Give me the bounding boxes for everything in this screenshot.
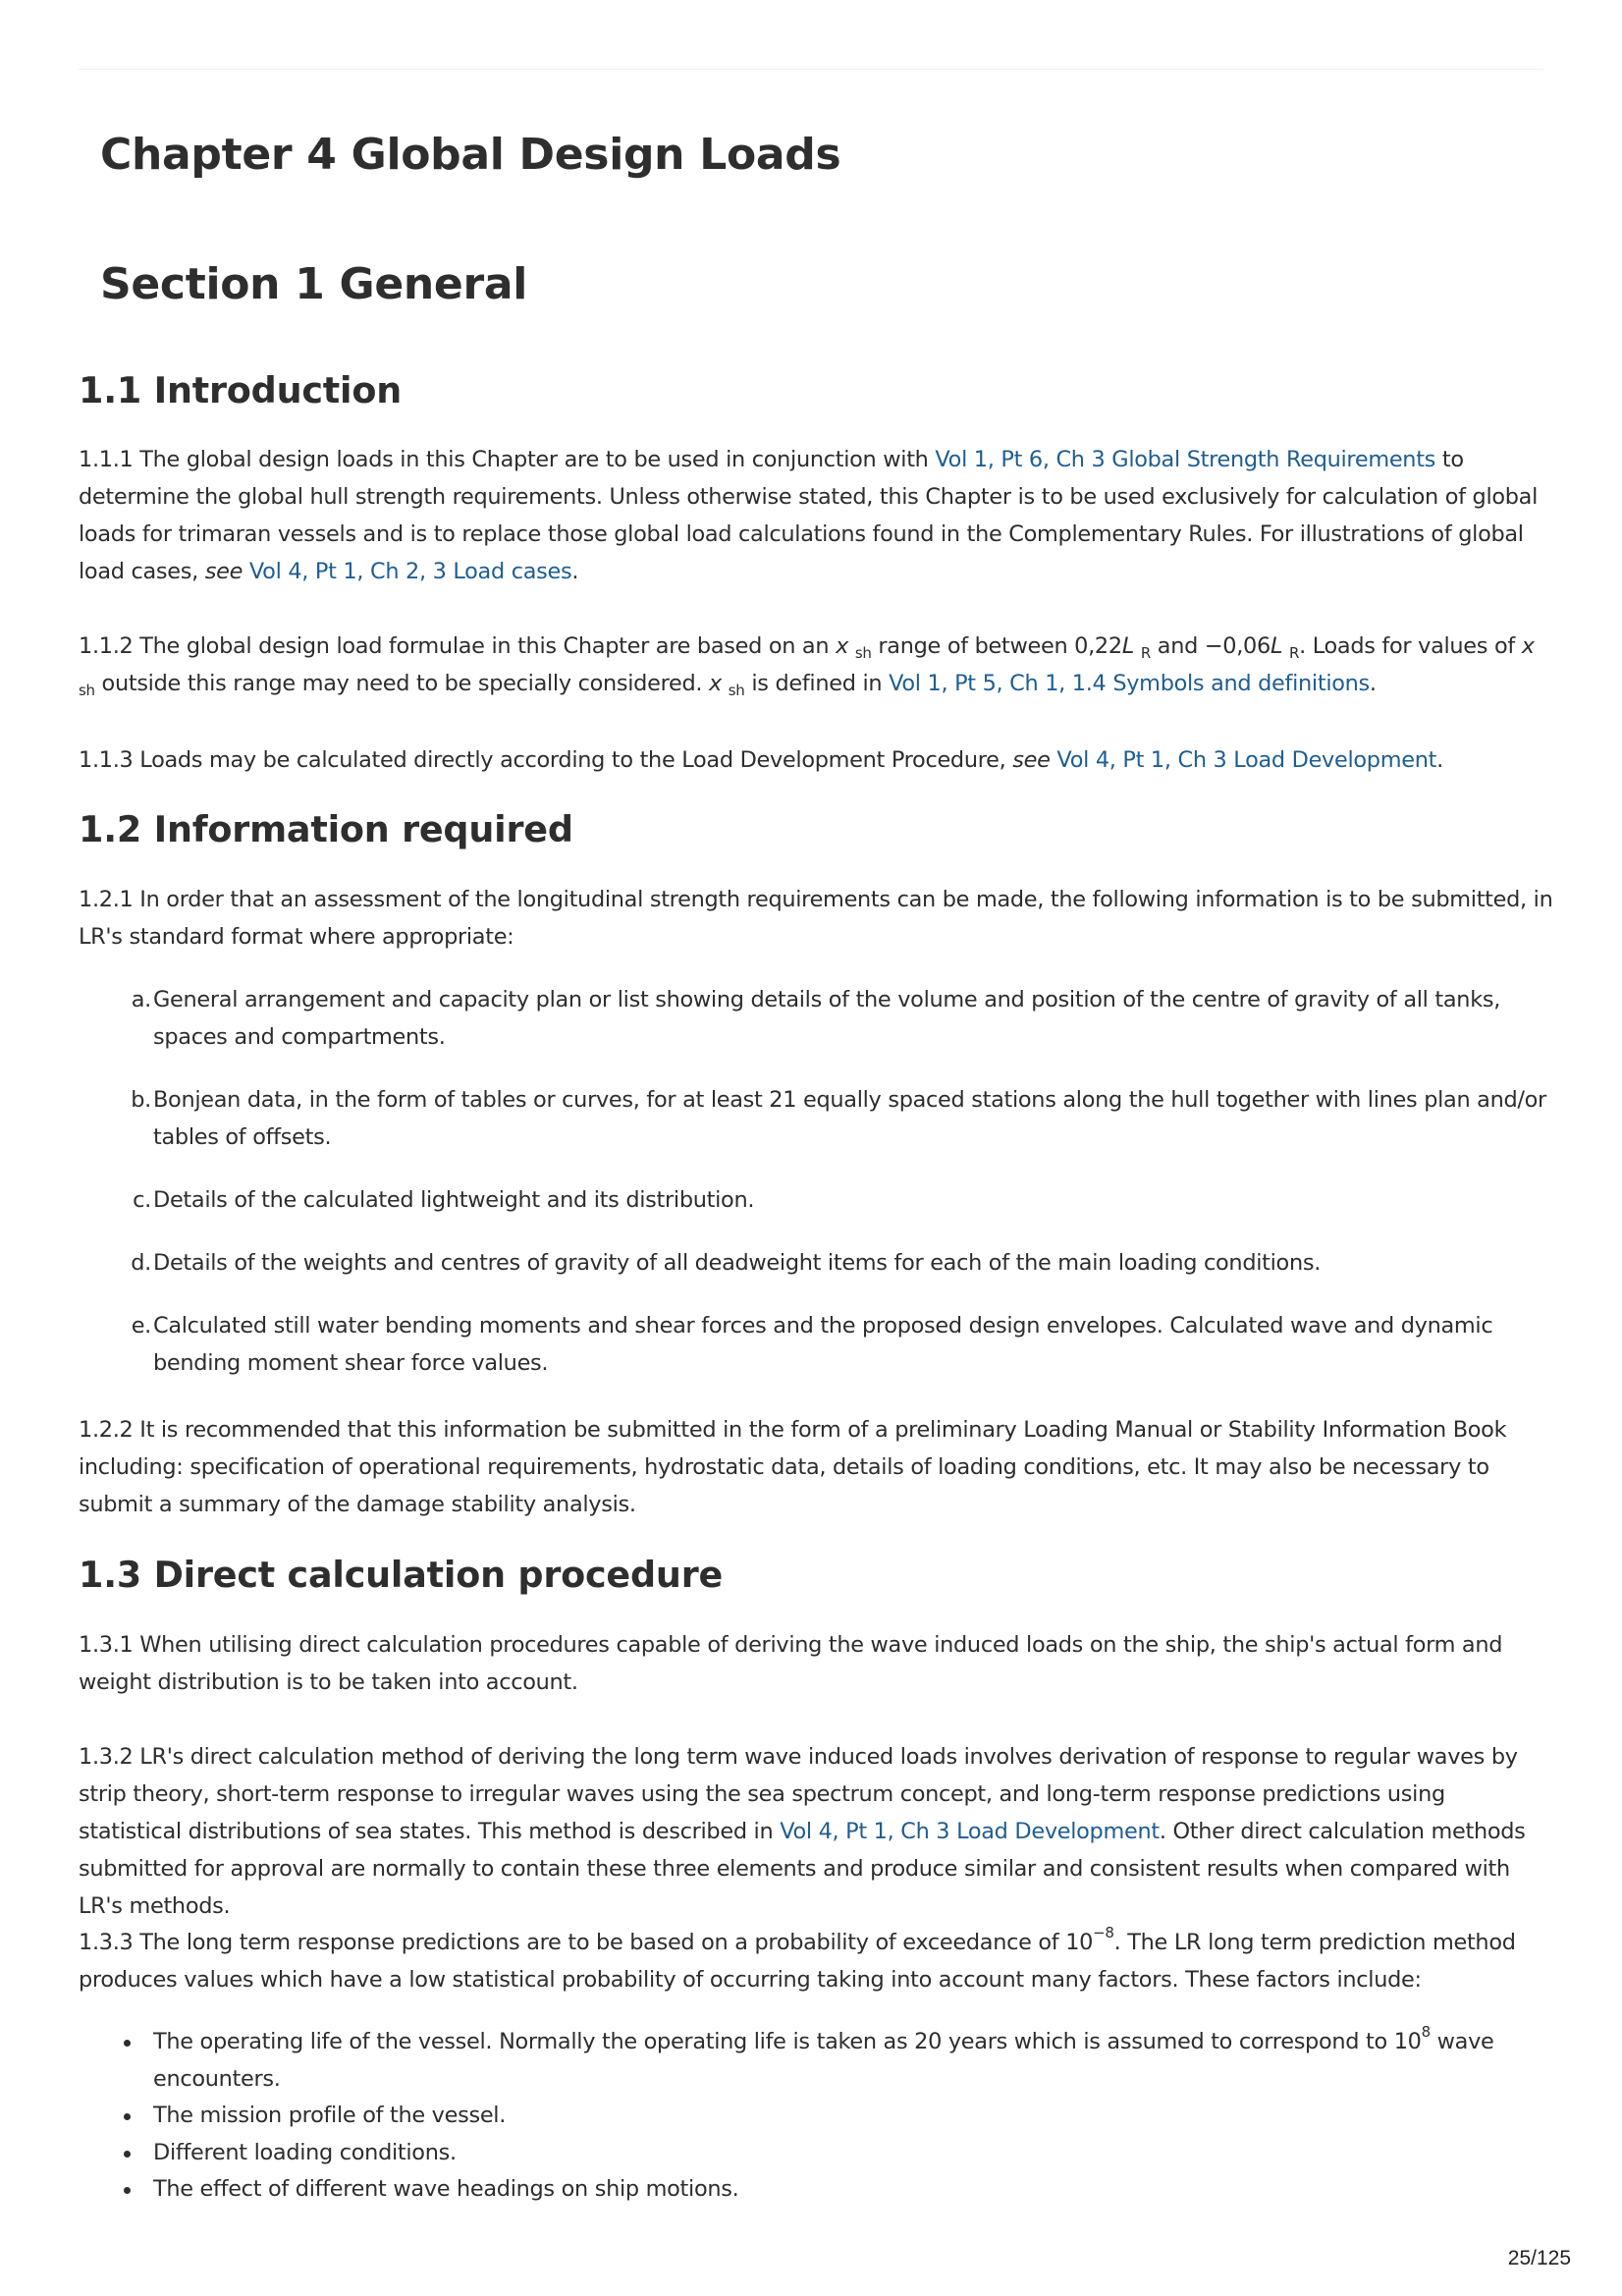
link-vol1-pt5-ch1-1-4[interactable]: Vol 1, Pt 5, Ch 1, 1.4 Symbols and definitions [889, 671, 1370, 696]
chapter-title: Chapter 4 Global Design Loads [100, 130, 841, 180]
section-title: Section 1 General [100, 259, 528, 309]
link-vol4-pt1-ch3[interactable]: Vol 4, Pt 1, Ch 3 Load Development [1056, 747, 1437, 773]
list-item: Different loading conditions. [79, 2135, 1553, 2172]
list-item: b. Bonjean data, in the form of tables or curves, for at least 21 equally spaced stations along the hull together with lines plan and/or tables of offsets. [131, 1087, 1546, 1150]
requirements-list [79, 981, 1553, 1407]
list-item: The operating life of the vessel. Normally the operating life is taken as 20 years which is assumed to correspond to $10^8$ wave encounters. [79, 2024, 1553, 2098]
factors-list [79, 2024, 1553, 2209]
para-1-2-2: 1.2.2 It is recommended that this information be submitted in the form of a preliminary Loading Manual or Stability Information Book including: specification of operational requirements, hydrostatic data, details of loading conditions, etc. It may also be necessary to submit a summary of the damage stability analysis. [79, 1417, 1507, 1517]
page-number: 25/125 [1507, 2247, 1571, 2269]
list-item: a. General arrangement and capacity plan or list showing details of the volume and position of the centre of gravity of all tanks, spaces and compartments. [131, 987, 1501, 1050]
para-1-3-3: 1.3.3 The long term response predictions are to be based on a probability of exceedance of $10^{-8}$. The LR long term prediction method produces values which have a low statistical probability of occurring taking into account many factors. These factors include: [79, 1924, 1516, 1993]
bullet-icon [124, 2151, 131, 2158]
list-item: The effect of different wave headings on ship motions. [79, 2171, 1553, 2209]
list-item: e. Calculated still water bending moments and shear forces and the proposed design envelopes. Calculated wave and dynamic bending moment shear force values. [131, 1313, 1493, 1376]
para-1-1-2: 1.1.2 The global design load formulae in this Chapter are based on an x $_{sh}$ range of between 0,22L $_R$ and −0,06L $_R$. Loads for values of x $_{sh}$ outside this range may need to be specially considered. x $_{sh}$ is defined in Vol 1, Pt 5, Ch 1, 1.4 Symbols and definitions. [79, 633, 1535, 699]
heading-1-2: 1.2 Information required [79, 808, 573, 850]
para-1-1-1: 1.1.1 The global design loads in this Chapter are to be used in conjunction with Vol 1, Pt 6, Ch 3 Global Strength Requirements to determine the global hull strength requirements. Unless otherwise stated, this Chapter is to be used exclusively for calculation of global loads for trimaran vessels and is to replace those global load calculations found in the Complementary Rules. For illustrations of global load cases, see Vol 4, Pt 1, Ch 2, 3 Load cases. [79, 447, 1539, 584]
text: to determine the global hull strength requirements. Unless otherwise stated, this Chapter is to be used exclusively for calculation of global loads for trimaran vessels and is to replace those global load calculations found in the Complementary Rules. For illustrations of global load cases, [79, 447, 1539, 584]
para-1-2-1: 1.2.1 In order that an assessment of the longitudinal strength requirements can be made, the following information is to be submitted, in LR's standard format where appropriate: [79, 887, 1553, 950]
para-1-3-1: 1.3.1 When utilising direct calculation procedures capable of deriving the wave induced loads on the ship, the ship's actual form and weight distribution is to be taken into account. [79, 1632, 1503, 1695]
see-text: see [204, 559, 243, 584]
link-vol4-pt1-ch2-3[interactable]: Vol 4, Pt 1, Ch 2, 3 Load cases [248, 559, 572, 584]
link-vol1-pt6-ch3[interactable]: Vol 1, Pt 6, Ch 3 Global Strength Requirements [935, 447, 1436, 472]
list-item: The mission profile of the vessel. [79, 2098, 1553, 2135]
text: 1.1.1 The global design loads in this Chapter are to be used in conjunction with [79, 447, 936, 472]
heading-1-1: 1.1 Introduction [79, 369, 403, 411]
see-text: see [1012, 747, 1051, 773]
link-vol4-pt1-ch3[interactable]: Vol 4, Pt 1, Ch 3 Load Development [780, 1819, 1160, 1844]
para-1-3-2: 1.3.2 LR's direct calculation method of deriving the long term wave induced loads involves derivation of response to regular waves by strip theory, short-term response to irregular waves using the sea spectrum concept, and long-term response predictions using statistical distributions of sea states. This method is described in Vol 4, Pt 1, Ch 3 Load Development. Other direct calculation methods submitted for approval are normally to contain these three elements and produce similar and consistent results when compared with LR's methods. [79, 1744, 1526, 1919]
heading-1-3: 1.3 Direct calculation procedure [79, 1554, 724, 1596]
list-item: d. Details of the weights and centres of gravity of all deadweight items for each of the main loading conditions. [131, 1250, 1322, 1276]
para-1-1-3: 1.1.3 Loads may be calculated directly according to the Load Development Procedure, see Vol 4, Pt 1, Ch 3 Load Development. [79, 747, 1443, 773]
top-rule [79, 69, 1543, 70]
list-item: c. Details of the calculated lightweight and its distribution. [133, 1187, 755, 1213]
bullet-icon [124, 2113, 131, 2120]
bullet-icon [124, 2040, 131, 2047]
bullet-icon [124, 2187, 131, 2194]
